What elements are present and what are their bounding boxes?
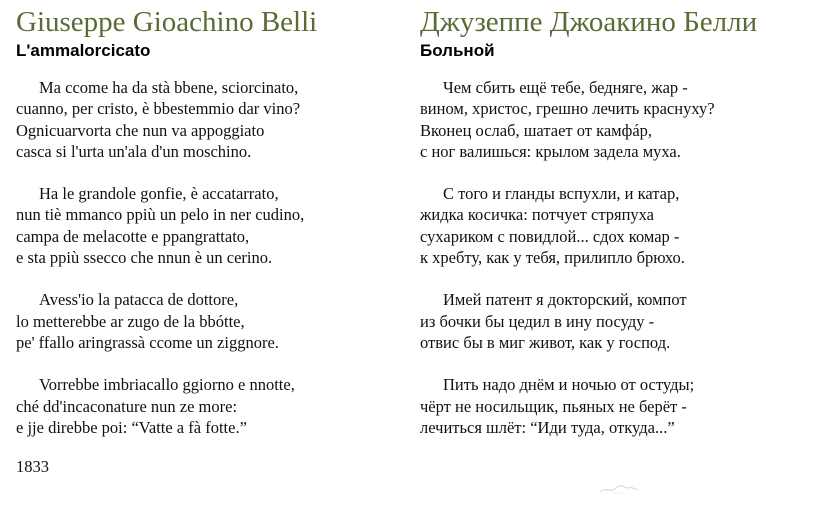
poem-line: Vorrebbe imbriacallo ggiorno e nnotte, bbox=[39, 375, 295, 395]
poem-line: к хребту, как у тебя, прилипло брюхо. bbox=[420, 248, 685, 268]
russian-stanza-2 bbox=[420, 183, 820, 268]
poem-line: Имей патент я докторский, компот bbox=[443, 290, 687, 310]
italian-stanza-3 bbox=[16, 289, 406, 353]
poem-line: cuanno, per cristo, è bbestemmio dar vino? bbox=[16, 99, 301, 119]
poem-line: Ma ccome ha da stà bbene, sciorcinato, bbox=[39, 78, 299, 97]
poem-line: Пить надо днём и ночью от остуды; bbox=[443, 375, 695, 395]
poem-line: Ha le grandole gonfie, è accatarrato, bbox=[39, 184, 279, 204]
italian-author-heading: Giuseppe Gioachino Belli bbox=[16, 6, 318, 38]
italian-stanza-4 bbox=[16, 374, 406, 438]
poem-line: Avess'io la patacca de dottore, bbox=[39, 290, 239, 310]
russian-poem bbox=[420, 77, 820, 438]
poem-line: e sta ppiù ssecco che nnun è un cerino. bbox=[16, 248, 273, 268]
poem-line: вином, христос, грешно лечить краснуху? bbox=[420, 99, 715, 119]
poem-line: nun tiè mmanco ppiù un pelo in ner cudino, bbox=[16, 205, 305, 225]
poem-line: Чем сбить ещё тебе, бедняге, жар - bbox=[443, 78, 688, 97]
russian-stanza-3 bbox=[420, 289, 820, 353]
poem-line: жидка косичка: потчует стряпуха bbox=[420, 205, 655, 225]
poem-line: casca si l'urta un'ala d'un moschino. bbox=[16, 141, 252, 161]
italian-poem-title: L'ammalorcicato bbox=[16, 41, 151, 60]
poem-line: Вконец ослаб, шатает от камфáр, bbox=[420, 120, 653, 140]
poem-line: Ognicuarvorta che nun va appoggiato bbox=[16, 120, 265, 140]
poem-line: pe' ffallo aringrassà ccome un ziggnore. bbox=[16, 332, 279, 352]
poem-line: ché dd'incaconature nun ze more: bbox=[16, 396, 238, 416]
russian-author-heading: Джузеппе Джоакино Белли bbox=[420, 6, 758, 38]
faint-signature-mark bbox=[598, 482, 640, 496]
italian-stanza-1 bbox=[16, 77, 406, 162]
poem-line: С того и гланды вспухли, и катар, bbox=[443, 184, 680, 204]
poem-line: отвис бы в миг живот, как у господ. bbox=[420, 332, 671, 352]
poem-line: campa de melacotte e ppangrattato, bbox=[16, 226, 250, 246]
russian-poem-title: Больной bbox=[420, 41, 495, 60]
poem-line: e jje direbbe poi: “Vatte a fà fotte.” bbox=[16, 417, 247, 437]
italian-column bbox=[16, 0, 406, 477]
poem-line: из бочки бы цедил в ину посуду - bbox=[420, 311, 655, 331]
poem-line: с ног валишься: крылом задела муха. bbox=[420, 141, 681, 161]
poem-line: lo metterebbe ar zugo de la bbótte, bbox=[16, 311, 245, 331]
russian-stanza-4 bbox=[420, 374, 820, 438]
russian-column bbox=[420, 0, 820, 459]
poem-line: чёрт не носильщик, пьяных не берёт - bbox=[420, 396, 687, 416]
poem-line: лечиться шлёт: “Иди туда, откуда...” bbox=[420, 417, 675, 437]
russian-stanza-1 bbox=[420, 77, 820, 162]
italian-stanza-2 bbox=[16, 183, 406, 268]
poem-line: сухариком с повидлой... сдох комар - bbox=[420, 226, 680, 246]
italian-poem bbox=[16, 77, 406, 477]
poem-year: 1833 bbox=[16, 457, 49, 477]
